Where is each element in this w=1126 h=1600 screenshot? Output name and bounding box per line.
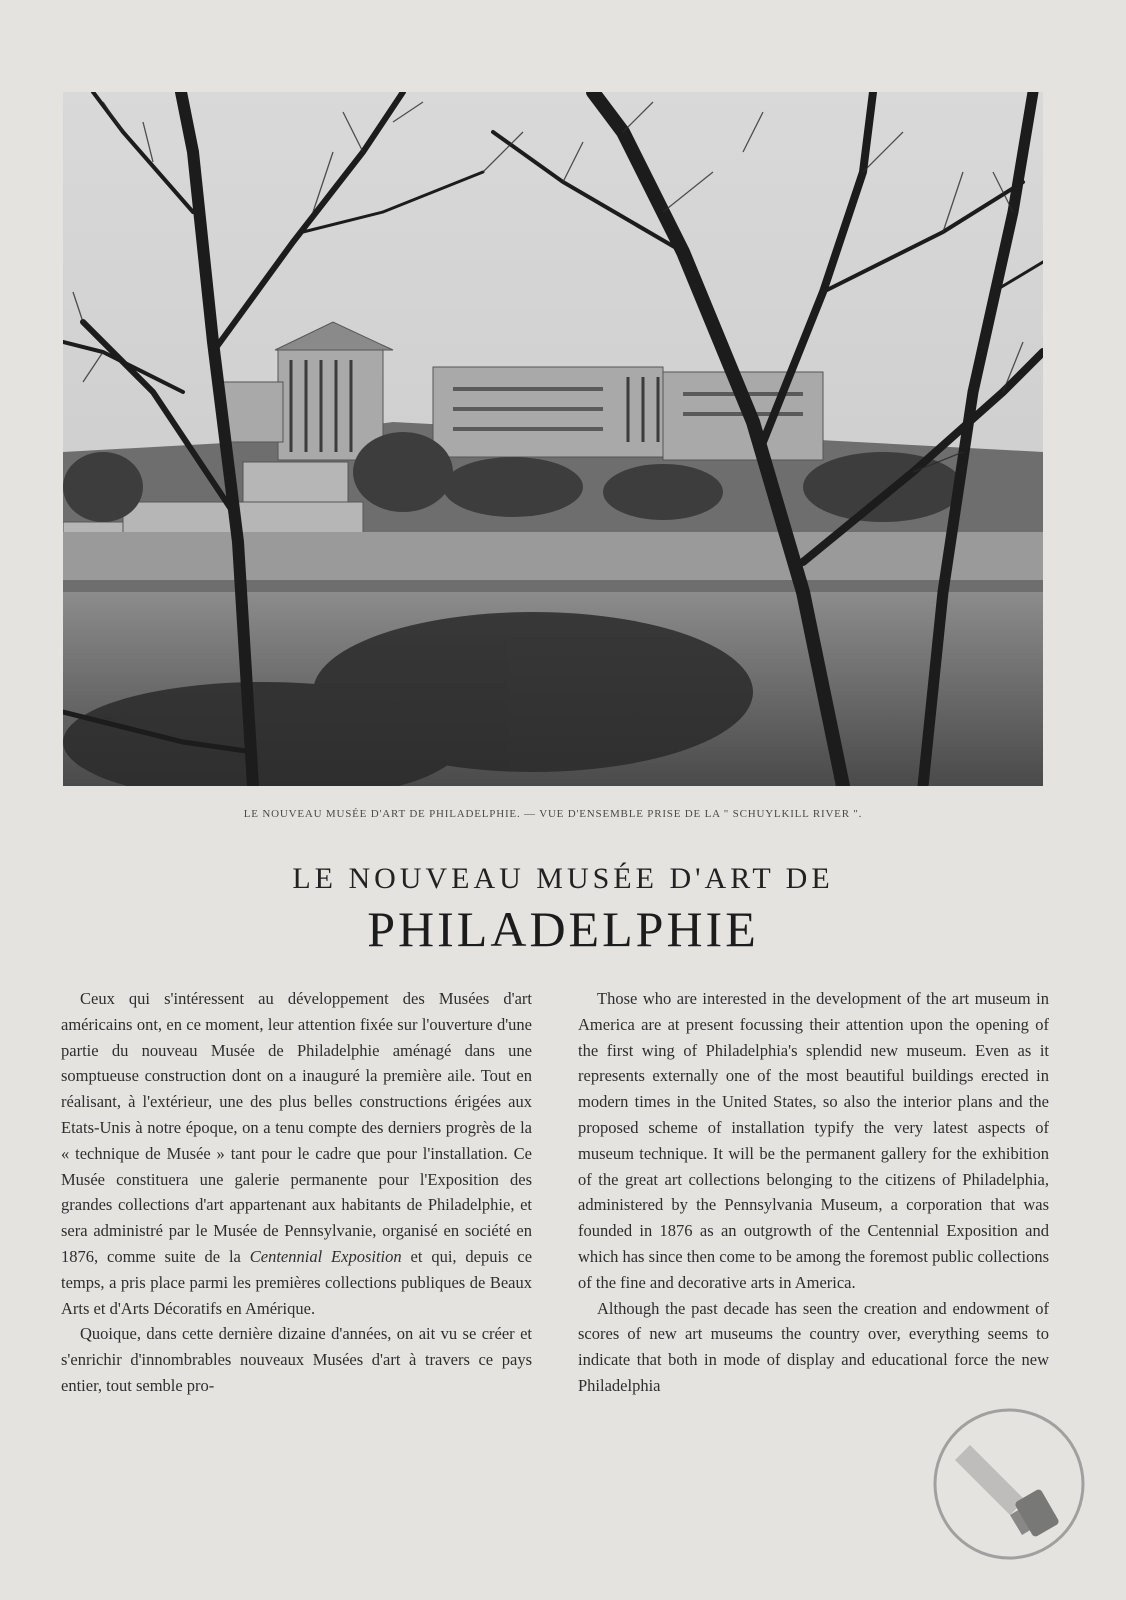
french-p1-end: et qui, depuis ce temps, a pris place parmi les premières collections publiques de Beaux Arts et d'Arts Décoratifs en Amérique. bbox=[61, 1246, 533, 1318]
page-title: PHILADELPHIE bbox=[367, 901, 759, 957]
french-paragraph-1 bbox=[61, 986, 532, 1321]
english-paragraph-1: Those who are interested in the development of the art museum in America are at present focussing their attention upon the opening of the first wing of Philadelphia's splendid new museum. Even as it represents externally one of the most beautiful buildings erected in modern times in the United States, so also the interior plans and the proposed scheme of installation typify the very latest aspects of museum technique. It will be the permanent gallery for the exhibition of the great art collections belonging to the citizens of Philadelphia, administered by the Pennsylvania Museum, a corporation that was founded in 1876 as an outgrowth of the Centennial Exposition and which has since then come to be among the foremost public collections of the fine and decorative arts in America. bbox=[578, 989, 1049, 1292]
french-paragraph-2: Quoique, dans cette dernière dizaine d'années, on ait vu se créer et s'enrichir d'innombrables nouveaux Musées d'art à travers ce pays entier, tout semble pro- bbox=[61, 1324, 532, 1395]
title-line-1: LE NOUVEAU MUSÉE D'ART DE bbox=[292, 862, 834, 895]
photo-caption: LE NOUVEAU MUSÉE D'ART DE PHILADELPHIE. — VUE D'ENSEMBLE PRISE DE LA " SCHUYLKILL RIVER ". bbox=[243, 808, 863, 820]
museum-river-photo bbox=[63, 92, 1043, 786]
english-paragraph-2: Although the past decade has seen the creation and endowment of scores of new art museums the country over, everything seems to indicate that both in mode of display and educational force the new Philadelphia bbox=[578, 1298, 1049, 1395]
english-column bbox=[578, 986, 1049, 1399]
library-hand-stamp-icon bbox=[930, 1405, 1088, 1563]
french-p1-text: Ceux qui s'intéressent au développement des Musées d'art américains ont, en ce moment, leur attention fixée sur l'ouverture d'une partie du nouveau Musée de Philadelphie aménagé dans une somptueuse construction dont on a inauguré la première aile. Tout en réalisant, à l'extérieur, une des plus belles constructions érigées aux Etats-Unis à notre époque, on a tenu compte des derniers progrès de la « technique de Musée » tant pour le cadre que pour l'installation. Ce Musée constituera une galerie permanente pour l'Exposition des grandes collections d'art appartenant aux habitants de Philadelphie, et sera administré par le Musée de Pennsylvanie, organisé en société en 1876, comme suite de la bbox=[61, 989, 532, 1266]
french-column bbox=[61, 986, 532, 1399]
french-p1-italic: Centennial Exposition bbox=[249, 1246, 402, 1266]
